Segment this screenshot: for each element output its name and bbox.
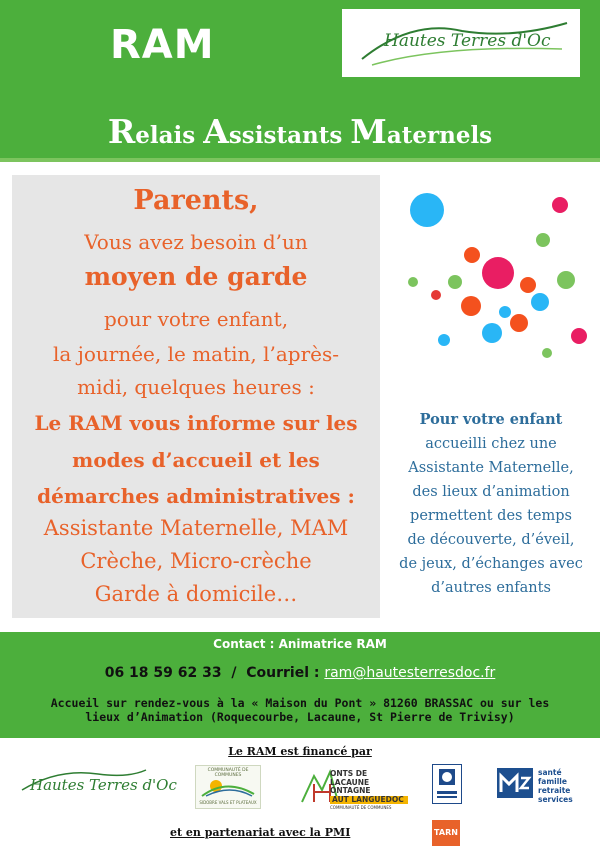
parents-line: modes d’accueil et les xyxy=(72,448,320,472)
msa-text xyxy=(538,768,573,804)
bubble xyxy=(510,314,528,332)
bubble xyxy=(499,306,511,318)
accueil-line: lieux d’Animation (Roquecourbe, Lacaune, St Pierre de Trivisy) xyxy=(85,710,515,724)
parents-line: Garde à domicile… xyxy=(94,582,298,606)
msa-logo xyxy=(497,768,533,798)
accueil-info xyxy=(10,696,590,724)
parents-line: Crèche, Micro-crèche xyxy=(80,549,312,573)
msa-line: santé xyxy=(538,768,562,777)
bubble xyxy=(410,193,444,227)
msa-line: services xyxy=(538,795,573,804)
bubble xyxy=(408,277,418,287)
subtitle-word-relais: elais xyxy=(135,122,204,149)
subtitle-cap-r: R xyxy=(107,112,136,151)
logo-text: Hautes Terres d'Oc xyxy=(384,31,551,51)
bubble xyxy=(520,277,536,293)
mont-line: ONTAGNE xyxy=(330,786,371,795)
bubble xyxy=(461,296,481,316)
parents-line: Le RAM vous informe sur les xyxy=(34,411,358,435)
enfant-info xyxy=(382,408,600,600)
sidobre-logo xyxy=(195,765,261,809)
parents-line: pour votre enfant, xyxy=(103,307,289,331)
bubble xyxy=(482,257,514,289)
enfant-line: accueilli chez une xyxy=(425,436,557,452)
contact-label: Contact : Animatrice RAM xyxy=(213,637,387,651)
subtitle-word-maternels: aternels xyxy=(386,122,493,149)
caf-icon xyxy=(433,765,461,803)
bubble xyxy=(536,233,550,247)
separator: / xyxy=(221,665,247,681)
tarn-logo: TARN xyxy=(432,820,460,846)
enfant-line: Assistante Maternelle, xyxy=(408,460,574,476)
parents-line: la journée, le matin, l’après- xyxy=(52,342,340,366)
bubble xyxy=(557,271,575,289)
bubble xyxy=(552,197,568,213)
bubble xyxy=(571,328,587,344)
decorative-bubbles xyxy=(0,0,600,400)
msa-icon xyxy=(497,768,533,798)
parents-line: moyen de garde xyxy=(84,262,308,291)
msa-line: famille xyxy=(538,777,567,786)
email-link[interactable]: ram@hautesterresdoc.fr xyxy=(324,665,496,681)
parents-line: midi, quelques heures : xyxy=(77,375,315,399)
enfant-line: permettent des temps xyxy=(410,508,572,524)
parents-heading: Parents, xyxy=(133,185,259,216)
bubble xyxy=(464,247,480,263)
cc-top-text: COMMUNAUTÉ DE COMMUNES xyxy=(207,768,249,778)
enfant-line: des lieux d’animation xyxy=(412,484,570,500)
hto-small-text: Hautes Terres d'Oc xyxy=(30,776,177,794)
mail-label: Courriel : xyxy=(246,665,325,681)
hautes-terres-small-logo xyxy=(22,770,177,794)
parents-line: Vous avez besoin d’un xyxy=(84,230,308,254)
bubble xyxy=(448,275,462,289)
subtitle-cap-a: A xyxy=(203,112,229,151)
phone-number[interactable]: 06 18 59 62 33 xyxy=(104,665,222,681)
parents-line: démarches administratives : xyxy=(37,484,355,508)
sidobre-icon xyxy=(196,774,260,798)
enfant-line: d’autres enfants xyxy=(431,580,551,596)
bubble xyxy=(482,323,502,343)
caf-logo xyxy=(432,764,462,804)
cc-bottom-text: SIDOBRE VALS ET PLATEAUX xyxy=(199,800,257,805)
mont-line: AUT LANGUEDOC xyxy=(330,796,408,805)
bubble xyxy=(542,348,552,358)
enfant-line: Pour votre enfant xyxy=(419,411,563,428)
enfant-line: de découverte, d’éveil, xyxy=(407,532,575,548)
bubble xyxy=(431,290,441,300)
contact-line xyxy=(0,665,600,681)
bubble xyxy=(531,293,549,311)
monts-lacaune-logo xyxy=(300,766,408,810)
finance-text: Le RAM est financé par xyxy=(228,745,372,758)
mont-line: COMMUNAUTÉ DE COMMUNES xyxy=(330,805,392,810)
subtitle-word-assistants: ssistants xyxy=(228,122,351,149)
parents-line: Assistante Maternelle, MAM xyxy=(43,516,349,540)
msa-line: retraite xyxy=(538,786,571,795)
accueil-line: Accueil sur rendez-vous à la « Maison du Pont » 81260 BRASSAC ou sur les xyxy=(50,696,550,710)
subtitle-cap-m: M xyxy=(350,112,387,151)
ram-title: RAM xyxy=(110,22,215,68)
mont-line: ONTS DE LACAUNE xyxy=(330,769,370,787)
bubble xyxy=(438,334,450,346)
partner-text: et en partenariat avec la PMI xyxy=(170,826,351,839)
enfant-line: de jeux, d’échanges avec xyxy=(399,556,583,572)
